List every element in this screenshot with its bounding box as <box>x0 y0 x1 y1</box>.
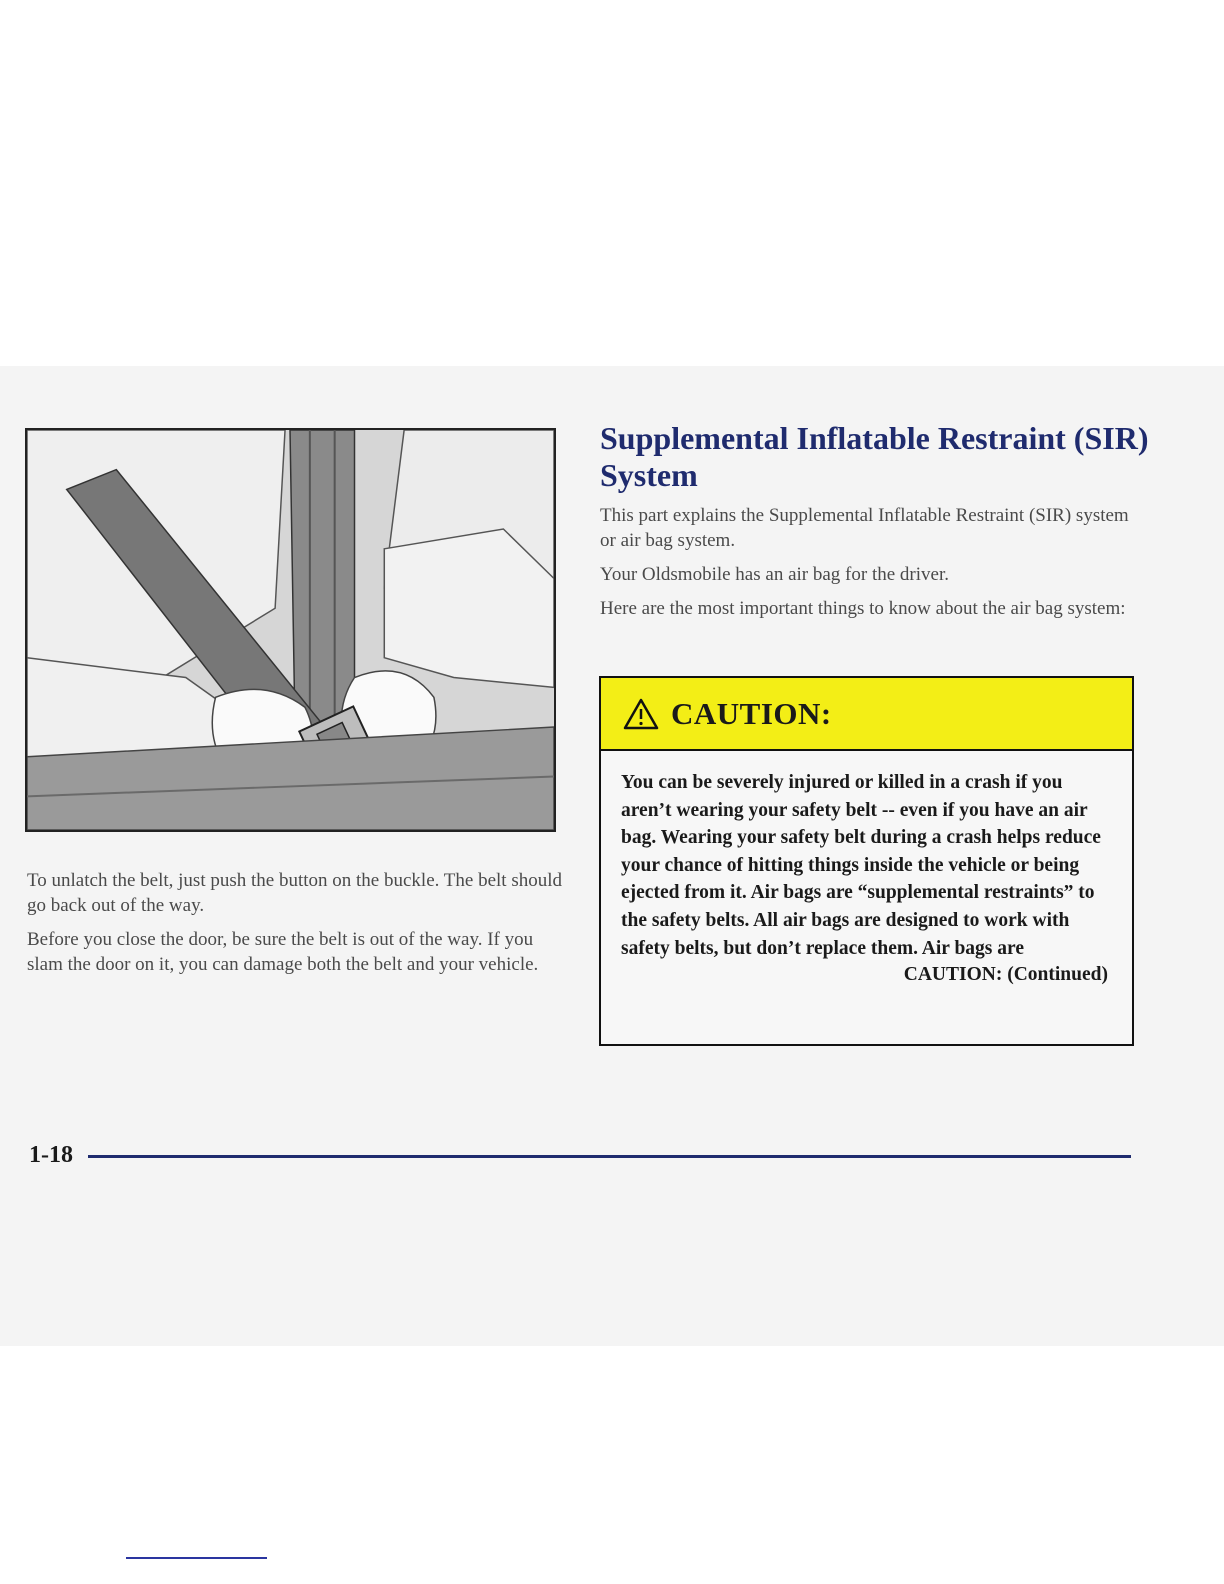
bottom-edge-mark <box>126 1557 267 1559</box>
paragraph-important-things: Here are the most important things to know about the air bag system: <box>600 598 1126 619</box>
left-body-text <box>27 868 562 986</box>
caution-continued-label: CAUTION: (Continued) <box>903 964 1108 986</box>
paragraph-sir-intro: This part explains the Supplemental Inflatable Restraint (SIR) system or air bag system. <box>600 505 1129 551</box>
page-number: 1-18 <box>29 1142 73 1168</box>
caution-box <box>599 676 1134 1046</box>
right-body-text <box>600 503 1140 630</box>
caution-header <box>601 678 1132 751</box>
warning-triangle-icon <box>623 698 659 730</box>
caution-body-text: You can be severely injured or killed in a crash if you aren’t wearing your safety belt -- even if you have an air bag. Wearing your safety belt during a crash helps reduce your chance of hitting things inside the vehicle or being ejected from it. Air bags are “supplemental restraints” to the safety belts. All air bags are designed to work with safety belts, but don’t replace them. Air bags are <box>621 772 1101 959</box>
caution-title: CAUTION: <box>671 695 832 731</box>
paragraph-unlatch-belt: To unlatch the belt, just push the button on the buckle. The belt should go back out of the way. <box>27 870 562 916</box>
seat-belt-buckle-illustration-icon <box>27 430 554 830</box>
section-heading: Supplemental Inflatable Restraint (SIR) System <box>600 420 1149 493</box>
paragraph-driver-airbag: Your Oldsmobile has an air bag for the driver. <box>600 564 949 585</box>
footer-rule <box>88 1155 1131 1158</box>
seat-belt-illustration <box>25 428 556 832</box>
paragraph-close-door: Before you close the door, be sure the belt is out of the way. If you slam the door on it, you can damage both the belt and your vehicle. <box>27 929 539 975</box>
